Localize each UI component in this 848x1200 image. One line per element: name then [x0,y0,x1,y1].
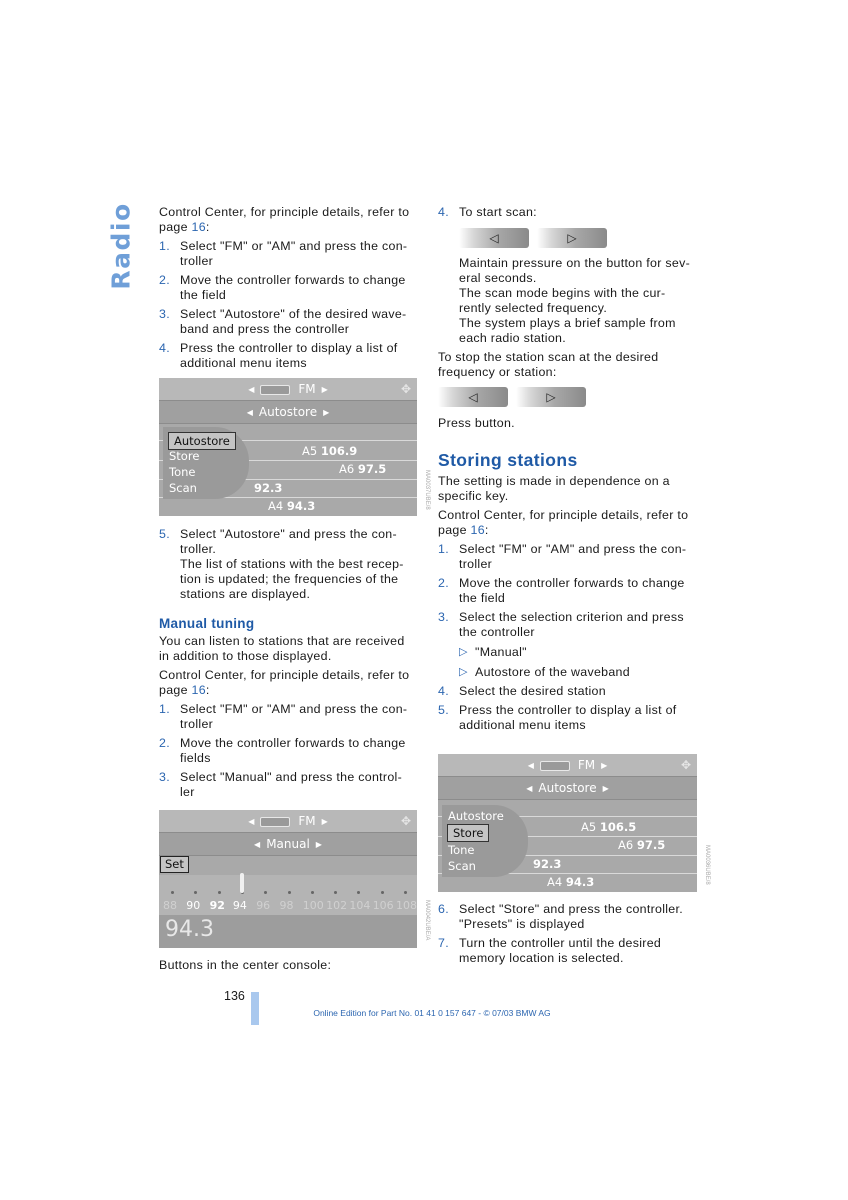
list-item: 5. Select "Autostore" and press the con- troller. The list of stations with the best recep- tion is updated; the frequencies of the stations are displayed. [159,527,404,601]
scale-tick [264,891,267,894]
list-item: 2. Move the controller forwards to change the field [438,576,685,605]
seek-forward-button[interactable]: ▷ [537,228,607,248]
list-item: 1. Select "FM" or "AM" and press the con- troller [159,239,408,268]
tuning-needle[interactable] [240,873,244,893]
list-item: 1. Select "FM" or "AM" and press the con- troller [438,542,687,571]
scale-label: 102 [326,899,348,912]
popup-menu [442,805,528,877]
image-code: MA0042UBE/A [424,900,430,941]
page-link[interactable]: 16 [191,683,206,697]
mode-bar: ◀ Manual ▶ [159,833,417,856]
list-item: 5. Press the controller to display a list of additional menu items [438,703,677,732]
intro-text: Control Center, for principle details, refer to page 16: [159,205,410,234]
seek-back-button[interactable]: ◁ [438,387,508,407]
scale-tick [381,891,384,894]
scale-tick [334,891,337,894]
storing-cc-text: Control Center, for principle details, refer to page 16: [438,508,689,537]
menu-item-scan[interactable]: Scan [169,481,197,495]
station-a4: A4 94.3 [268,499,316,513]
station-unnamed: 92.3 [254,481,283,495]
list-item: 2. Move the controller forwards to change fields [159,736,406,765]
stop-buttons [438,387,590,407]
scale-label: 88 [163,899,177,912]
section-title: Radio [106,202,136,290]
store-screenshot [438,754,697,892]
list-item: 6. Select "Store" and press the controller. "Presets" is displayed [438,902,683,931]
scale-label: 98 [279,899,294,912]
stop-text: To stop the station scan at the desired frequency or station: [438,350,659,379]
storing-stations-heading: Storing stations [438,450,578,470]
menu-item-tone[interactable]: Tone [169,465,196,479]
list-item: 4. Press the controller to display a list of additional menu items [159,341,398,370]
left-column-2 [159,527,421,800]
scale-label: 106 [372,899,394,912]
seek-forward-button[interactable]: ▷ [516,387,586,407]
scale-tick [404,891,407,894]
station-a4: A4 94.3 [547,875,595,889]
menu-item-scan[interactable]: Scan [448,859,476,873]
scale-tick [218,891,221,894]
page-link[interactable]: 16 [470,523,485,537]
set-button[interactable]: Set [160,856,189,873]
right-column [438,205,700,220]
page-link[interactable]: 16 [191,220,206,234]
station-a5: A5 106.5 [581,820,637,834]
list-item: 4. Select the desired station [438,684,606,698]
scale-tick [171,891,174,894]
radio-icon [260,817,290,827]
footer-text: Online Edition for Part No. 01 41 0 157 647 - © 07/03 BMW AG [313,1008,551,1018]
station-a6: A6 97.5 [618,838,666,852]
menu-item-tone[interactable]: Tone [448,843,475,857]
left-column [159,205,421,371]
scale-label: 90 [186,899,201,912]
scan-buttons [459,228,611,248]
autostore-screenshot [159,378,417,516]
scale-tick [357,891,360,894]
station-unnamed: 92.3 [533,857,562,871]
nav-icon: ✥ [680,758,691,772]
station-a5: A5 106.9 [302,444,358,458]
list-item: 1. Select "FM" or "AM" and press the con- troller [159,702,408,731]
manual-tuning-heading: Manual tuning [159,616,255,631]
radio-icon [260,385,290,395]
manual-text: You can listen to stations that are received in addition to those displayed. [159,634,405,663]
scan-description: Maintain pressure on the button for sev- eral seconds. The scan mode begins with the cur- rently selected frequency. The system plays a brief sample from each radio station. [459,256,691,345]
list-item: 4. To start scan: [438,205,537,219]
menu-item-autostore[interactable]: Autostore [168,432,236,450]
station-a6: A6 97.5 [339,462,387,476]
right-column-2 [438,416,700,733]
buttons-caption: Buttons in the center console: [159,958,332,972]
nav-icon: ✥ [400,382,411,396]
image-code: MA0036UBE/8 [704,845,710,885]
popup-menu [163,427,249,499]
scale-tick [288,891,291,894]
mode-bar: ◀ Autostore ▶ [438,777,697,800]
sub-item: ▷ Autostore of the waveband [459,665,630,679]
scale-tick [311,891,314,894]
frequency-scale[interactable] [159,885,417,915]
storing-text: The setting is made in dependence on a specific key. [438,474,670,503]
scale-label: 96 [256,899,271,912]
list-item: 3. Select the selection criterion and press the controller [438,610,684,639]
seek-back-button[interactable]: ◁ [459,228,529,248]
menu-item-store[interactable]: Store [169,449,200,463]
menu-item-autostore[interactable]: Autostore [448,809,504,823]
scale-label: 104 [349,899,371,912]
press-button-text: Press button. [438,416,515,430]
scale-label: 94 [232,899,247,912]
current-frequency: 94.3 [165,917,214,942]
scale-label: 108 [396,899,417,912]
scale-label: 100 [302,899,324,912]
band-bar: ◀ FM ▶ [159,378,417,401]
manual-screenshot [159,810,417,948]
sub-item: ▷ "Manual" [459,645,527,659]
list-item: 3. Select "Autostore" of the desired wave- band and press the controller [159,307,407,336]
nav-icon: ✥ [400,814,411,828]
scale-label: 92 [209,899,225,912]
image-code: MA0037UBE/8 [424,470,430,510]
list-item: 7. Turn the controller until the desired memory location is selected. [438,936,662,965]
band-bar: ◀ FM ▶ [159,810,417,833]
page-number: 136 [224,989,245,1003]
right-column-3 [438,902,700,966]
band-bar: ◀ FM ▶ [438,754,697,777]
scale-tick [194,891,197,894]
menu-item-store[interactable]: Store [447,824,489,842]
list-item: 3. Select "Manual" and press the control- ler [159,770,402,799]
manual-cc-text: Control Center, for principle details, refer to page 16: [159,668,410,697]
radio-icon [540,761,570,771]
mode-bar: ◀ Autostore ▶ [159,401,417,424]
list-item: 2. Move the controller forwards to change the field [159,273,406,302]
